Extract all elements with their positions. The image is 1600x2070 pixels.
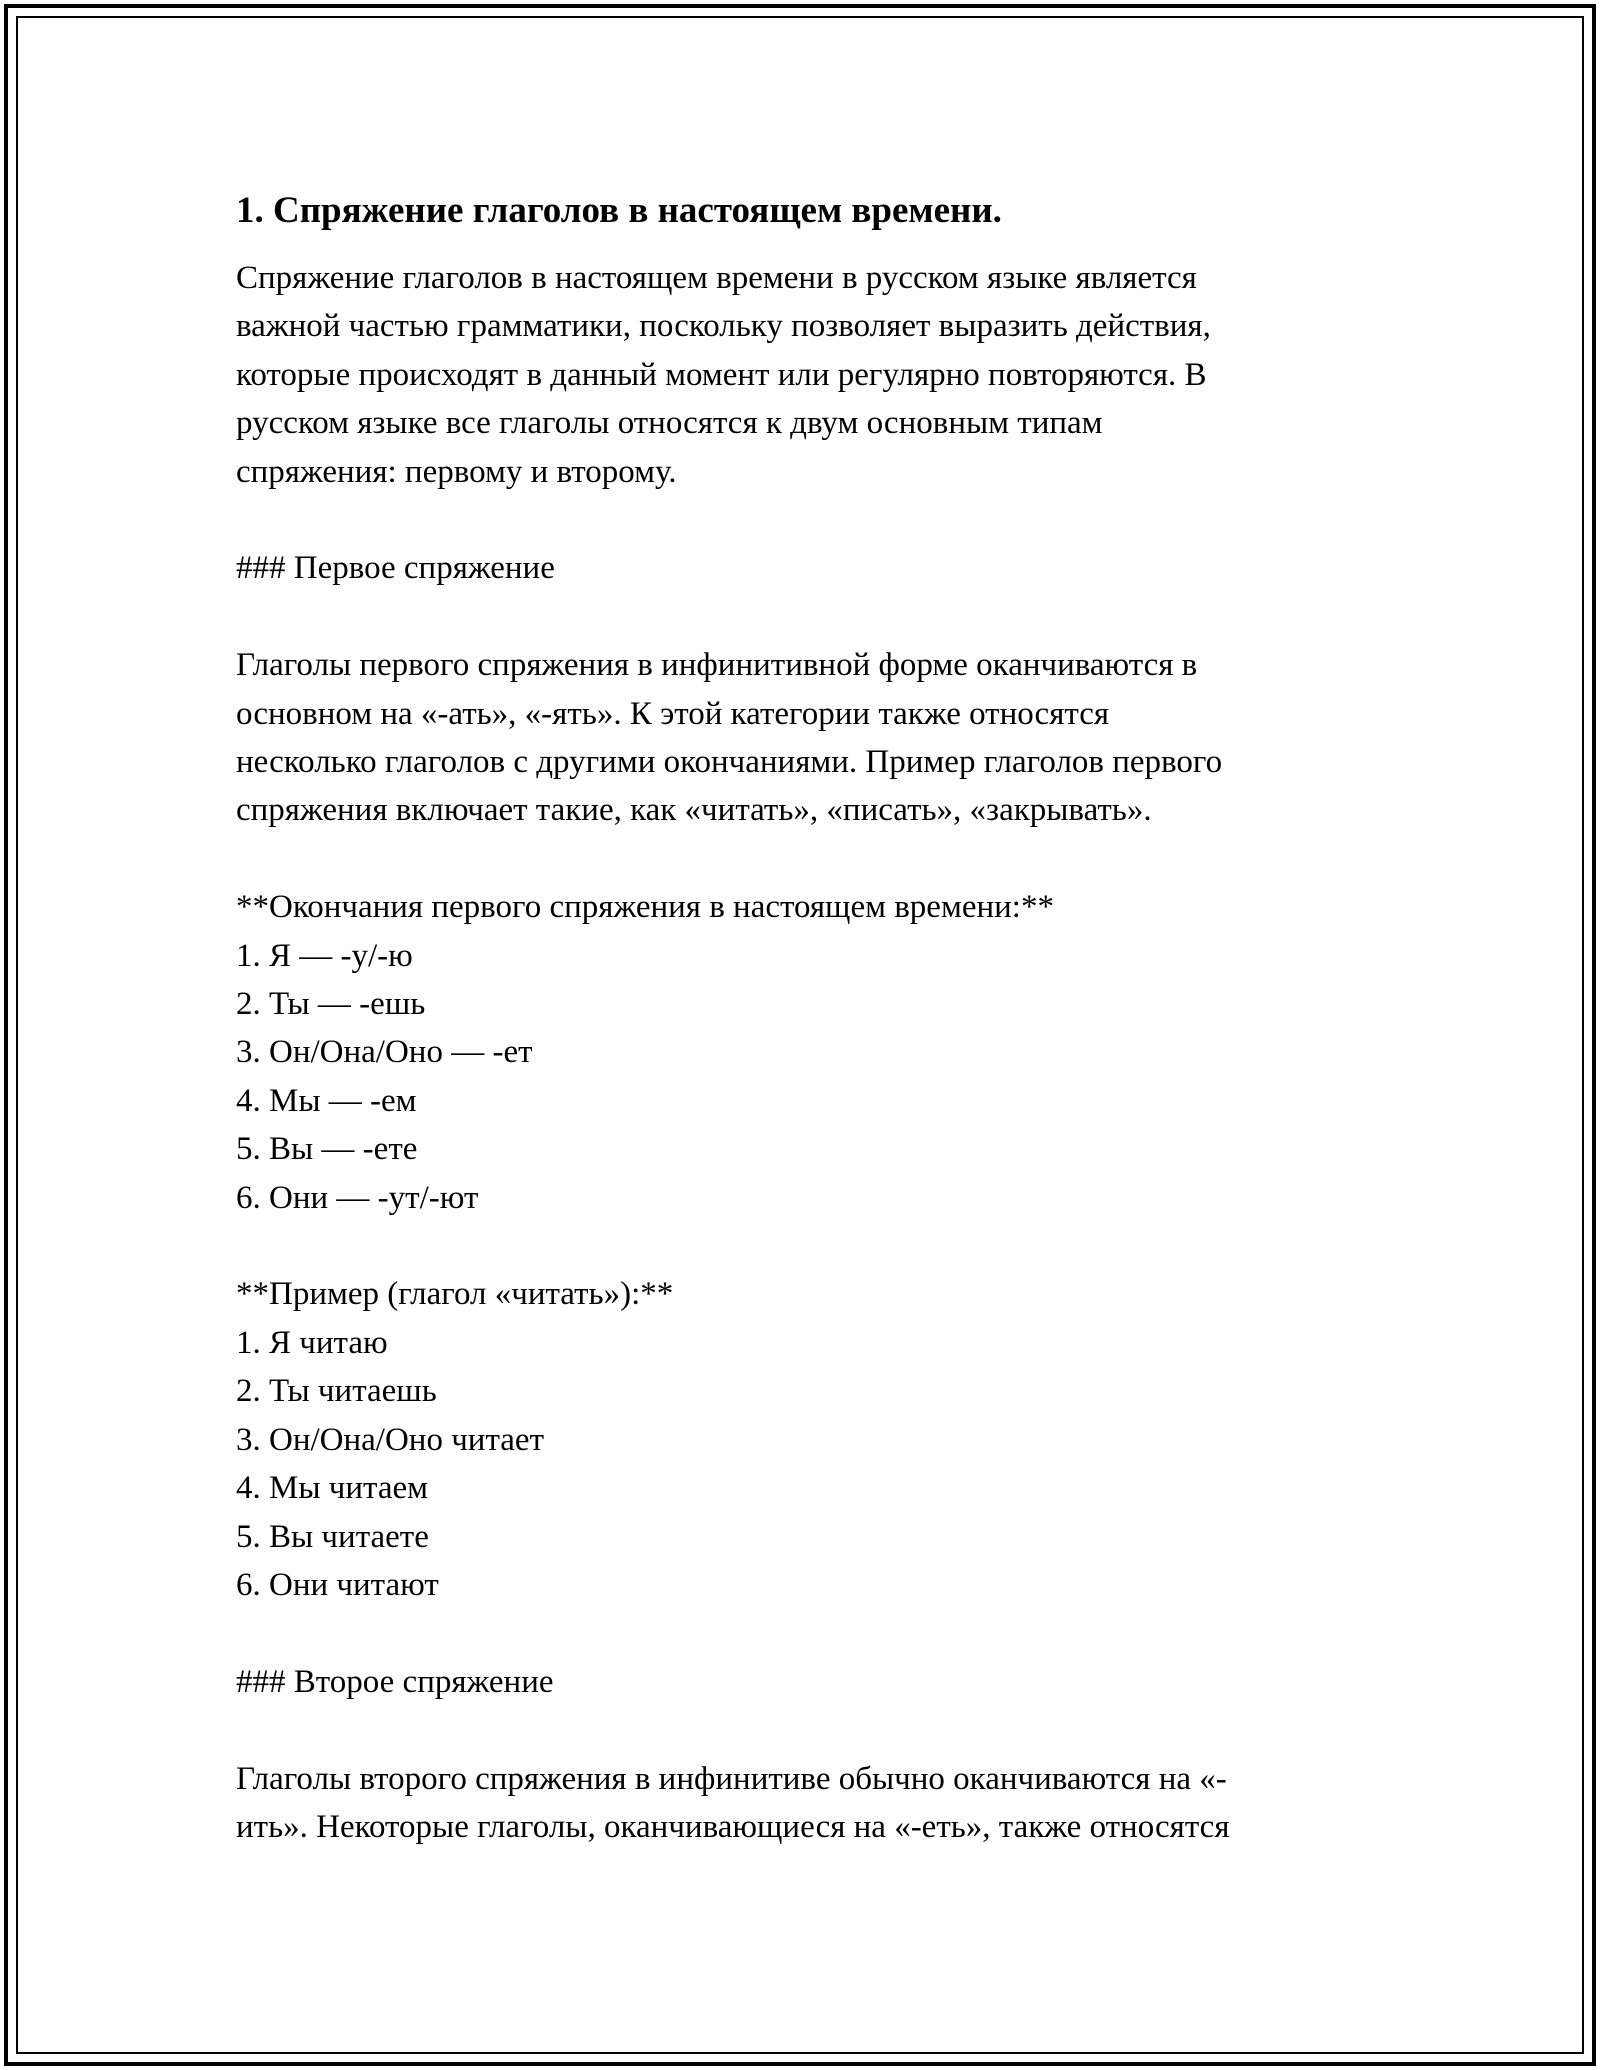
second-conjugation-heading: ### Второе спряжение	[236, 1663, 554, 1700]
second-conjugation-paragraph: Глаголы второго спряжения в инфинитиве обычно оканчиваются на «- ить». Некоторые глаголы, оканчивающиеся на «-еть», также относятся	[236, 1760, 1230, 1845]
spacer	[236, 1222, 1406, 1270]
spacer	[236, 593, 1406, 641]
list-item: 3. Он/Она/Оно — -ет	[236, 1034, 533, 1071]
list-item: 2. Ты читаешь	[236, 1373, 437, 1410]
list-item: 1. Я — -у/-ю	[236, 937, 413, 974]
first-conjugation-heading: ### Первое спряжение	[236, 550, 555, 587]
list-item: 5. Вы читаете	[236, 1518, 429, 1555]
list-item: 6. Они читают	[236, 1566, 439, 1603]
list-item: 4. Мы читаем	[236, 1470, 429, 1507]
spacer	[236, 496, 1406, 544]
spacer	[236, 835, 1406, 883]
document-body	[236, 186, 1406, 1851]
list-item: 4. Мы — -ем	[236, 1082, 417, 1119]
spacer	[236, 1706, 1406, 1754]
endings-list	[236, 932, 1406, 1222]
list-item: 6. Они — -ут/-ют	[236, 1179, 479, 1216]
list-item: 5. Вы — -ете	[236, 1131, 418, 1168]
endings-heading: **Окончания первого спряжения в настоящем времени:**	[236, 889, 1054, 926]
list-item: 1. Я читаю	[236, 1324, 388, 1361]
section-title: 1. Спряжение глаголов в настоящем времени.	[236, 190, 1002, 231]
example-list	[236, 1319, 1406, 1609]
first-conjugation-paragraph: Глаголы первого спряжения в инфинитивной форме оканчиваются в основном на «-ать», «-ять». К этой категории также относятся несколько глаголов с другими окончаниями. Пример глаголов первого спряжения включает такие, как «читать», «писать», «закрывать».	[236, 647, 1223, 829]
example-heading: **Пример (глагол «читать»):**	[236, 1276, 674, 1313]
list-item: 2. Ты — -ешь	[236, 986, 426, 1023]
spacer	[236, 1609, 1406, 1657]
intro-paragraph: Спряжение глаголов в настоящем времени в русском языке является важной частью грамматики, поскольку позволяет выразить действия, которые происходят в данный момент или регулярно повторяются. В русском языке все глаголы относятся к двум основным типам спряжения: первому и второму.	[236, 260, 1211, 490]
list-item: 3. Он/Она/Оно читает	[236, 1421, 545, 1458]
